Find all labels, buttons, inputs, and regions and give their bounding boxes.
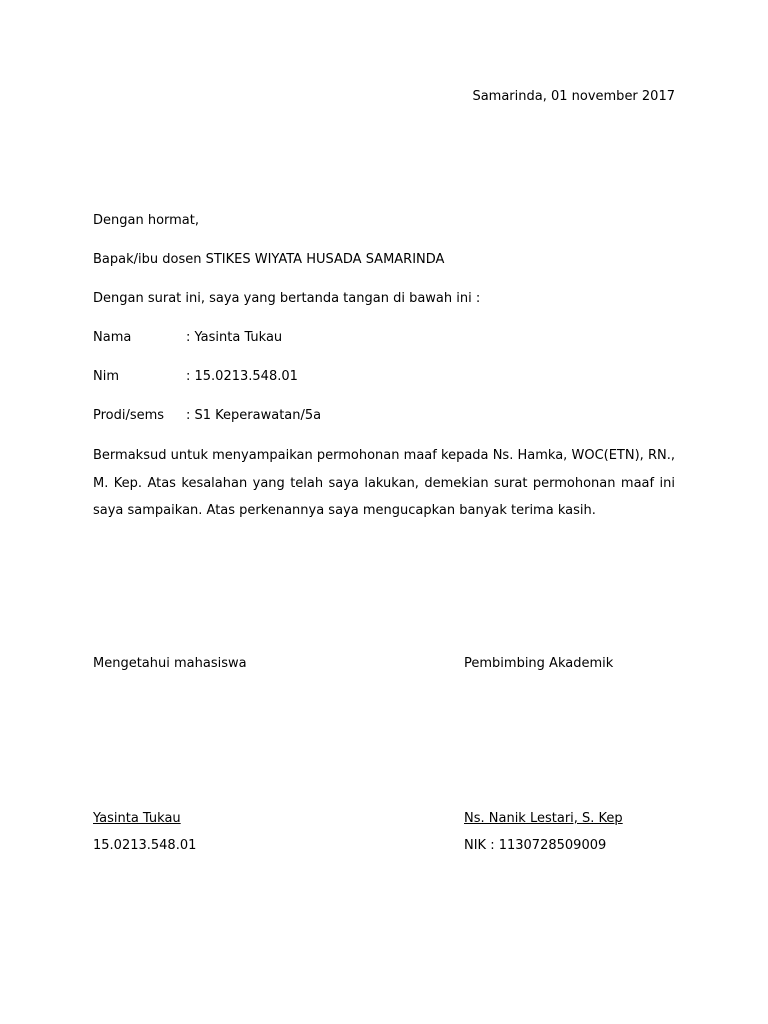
date-line: Samarinda, 01 november 2017 [472, 89, 675, 104]
field-value-prodi: : S1 Keperawatan/5a [186, 408, 322, 423]
field-label-nim: Nim [93, 369, 119, 384]
body-paragraph: Bermaksud untuk menyampaikan permohonan maaf kepada Ns. Hamka, WOC(ETN), RN., M. Kep. Atas kesalahan yang telah saya lakukan, demekian surat permohonan maaf ini saya sampaikan. Atas perkenannya saya mengucapkan banyak terima kasih. [93, 448, 675, 518]
field-value-nama: : Yasinta Tukau [186, 330, 283, 345]
intro-line: Dengan surat ini, saya yang bertanda tangan di bawah ini : [93, 291, 481, 306]
right-signer-name: Ns. Nanik Lestari, S. Kep [464, 811, 623, 826]
field-value-nim: : 15.0213.548.01 [186, 369, 298, 384]
field-row-prodi [93, 408, 321, 423]
left-signer-name: Yasinta Tukau [93, 811, 181, 826]
field-row-nama [93, 330, 282, 345]
left-signature-caption: Mengetahui mahasiswa [93, 656, 247, 671]
addressee-line: Bapak/ibu dosen STIKES WIYATA HUSADA SAMARINDA [93, 252, 445, 267]
right-signature-caption: Pembimbing Akademik [464, 656, 614, 671]
salutation: Dengan hormat, [93, 213, 200, 228]
field-row-nim [93, 369, 298, 384]
left-signer-id: 15.0213.548.01 [93, 838, 197, 853]
field-label-prodi: Prodi/sems [93, 408, 165, 423]
right-signer-id: NIK : 1130728509009 [464, 838, 607, 853]
field-label-nama: Nama [93, 330, 132, 345]
